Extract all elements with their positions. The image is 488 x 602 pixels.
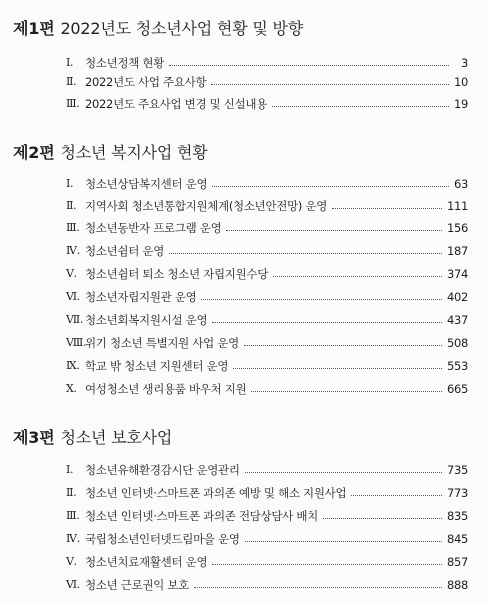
entry-label: 청소년 인터넷·스마트폰 과의존 예방 및 해소 지원사업: [85, 486, 347, 500]
toc-entry[interactable]: [66, 55, 468, 71]
dot-leader: [332, 207, 442, 209]
dot-leader: [226, 229, 442, 231]
part-number: 제3편: [13, 428, 55, 447]
entry-number: Ⅳ.: [66, 532, 80, 545]
dot-leader: [233, 367, 442, 369]
entry-number: Ⅲ.: [66, 221, 80, 234]
entry-page: 665: [446, 382, 468, 396]
toc-entry[interactable]: [66, 198, 468, 214]
toc-entry[interactable]: [66, 485, 468, 501]
part-title: 청소년 보호사업: [60, 428, 173, 447]
entry-page: 735: [446, 463, 468, 477]
entry-page: 437: [446, 313, 468, 327]
toc-entry[interactable]: [66, 358, 468, 374]
part-heading: [13, 19, 303, 39]
part-heading: [13, 428, 172, 448]
toc-entry[interactable]: [66, 74, 468, 90]
toc-entry[interactable]: [66, 554, 468, 570]
entry-label: 청소년상담복지센터 운영: [85, 177, 208, 191]
part-heading: [13, 143, 208, 163]
entry-page: 553: [446, 359, 468, 373]
entry-number: Ⅰ.: [66, 463, 74, 476]
entry-number: Ⅱ.: [66, 75, 77, 88]
entry-number: Ⅹ.: [66, 382, 77, 395]
dot-leader: [323, 517, 442, 519]
entry-number: Ⅱ.: [66, 199, 77, 212]
entry-number: Ⅴ.: [66, 267, 77, 280]
part-number: 제1편: [13, 19, 55, 38]
entry-number: Ⅸ.: [66, 359, 80, 372]
entry-page: 402: [446, 290, 468, 304]
entry-number: Ⅲ.: [66, 97, 80, 110]
entry-label: 2022년도 주요사업 변경 및 신설내용: [85, 97, 268, 111]
dot-leader: [169, 64, 449, 66]
entry-page: 374: [446, 267, 468, 281]
dot-leader: [194, 586, 442, 588]
entry-number: Ⅵ.: [66, 290, 80, 303]
entry-number: Ⅲ.: [66, 509, 80, 522]
entry-number: Ⅷ.: [66, 336, 87, 349]
toc-entry[interactable]: [66, 176, 468, 192]
part-title: 청소년 복지사업 현황: [60, 143, 208, 162]
entry-page: 19: [453, 97, 468, 111]
entry-page: 857: [446, 555, 468, 569]
dot-leader: [212, 563, 442, 565]
toc-entry[interactable]: [66, 508, 468, 524]
entry-page: 111: [446, 199, 468, 213]
entry-label: 청소년쉼터 운영: [85, 244, 165, 258]
dot-leader: [212, 185, 449, 187]
entry-page: 835: [446, 509, 468, 523]
part-number: 제2편: [13, 143, 55, 162]
entry-page: 3: [460, 56, 468, 70]
entry-label: 청소년유해환경감시단 운영관리: [85, 463, 240, 477]
entry-page: 773: [446, 486, 468, 500]
entry-page: 156: [446, 221, 468, 235]
part-title: 2022년도 청소년사업 현황 및 방향: [60, 19, 303, 38]
toc-entry[interactable]: [66, 531, 468, 547]
entry-label: 청소년 근로권익 보호: [85, 578, 189, 592]
entry-label: 지역사회 청소년통합지원체계(청소년안전망) 운영: [85, 199, 328, 213]
entry-number: Ⅰ.: [66, 177, 74, 190]
toc-entry[interactable]: [66, 243, 468, 259]
entry-page: 888: [446, 578, 468, 592]
dot-leader: [245, 540, 442, 542]
entry-number: Ⅰ.: [66, 56, 74, 69]
entry-label: 청소년쉼터 퇴소 청소년 자립지원수당: [85, 267, 269, 281]
toc-entry[interactable]: [66, 220, 468, 236]
entry-page: 63: [453, 177, 468, 191]
entry-label: 청소년동반자 프로그램 운영: [85, 221, 222, 235]
toc-entry[interactable]: [66, 266, 468, 282]
entry-number: Ⅶ.: [66, 313, 84, 326]
entry-label: 여성청소년 생리용품 바우처 지원: [85, 382, 247, 396]
dot-leader: [351, 494, 442, 496]
entry-number: Ⅵ.: [66, 578, 80, 591]
entry-number: Ⅱ.: [66, 486, 77, 499]
dot-leader: [251, 390, 442, 392]
entry-page: 10: [453, 75, 468, 89]
entry-label: 청소년자립지원관 운영: [85, 290, 197, 304]
entry-label: 위기 청소년 특별지원 사업 운영: [85, 336, 239, 350]
dot-leader: [272, 105, 449, 107]
toc-entry[interactable]: [66, 462, 468, 478]
entry-label: 청소년정책 현황: [85, 56, 165, 70]
toc-entry[interactable]: [66, 289, 468, 305]
dot-leader: [245, 471, 442, 473]
toc-entry[interactable]: [66, 381, 468, 397]
entry-label: 청소년 인터넷·스마트폰 과의존 전담상담사 배치: [85, 509, 318, 523]
entry-label: 2022년도 사업 주요사항: [85, 75, 207, 89]
toc-entry[interactable]: [66, 96, 468, 112]
entry-label: 국립청소년인터넷드림마을 운영: [85, 532, 240, 546]
entry-page: 187: [446, 244, 468, 258]
entry-label: 학교 밖 청소년 지원센터 운영: [85, 359, 229, 373]
dot-leader: [273, 275, 442, 277]
entry-page: 845: [446, 532, 468, 546]
entry-label: 청소년회복지원시설 운영: [85, 313, 208, 327]
entry-page: 508: [446, 336, 468, 350]
dot-leader: [169, 252, 442, 254]
entry-label: 청소년치료재활센터 운영: [85, 555, 208, 569]
dot-leader: [244, 344, 442, 346]
entry-number: Ⅳ.: [66, 244, 80, 257]
toc-entry[interactable]: [66, 577, 468, 593]
dot-leader: [211, 83, 449, 85]
entry-number: Ⅴ.: [66, 555, 77, 568]
dot-leader: [201, 298, 441, 300]
toc-entry[interactable]: [66, 335, 468, 351]
dot-leader: [212, 321, 442, 323]
toc-entry[interactable]: [66, 312, 468, 328]
